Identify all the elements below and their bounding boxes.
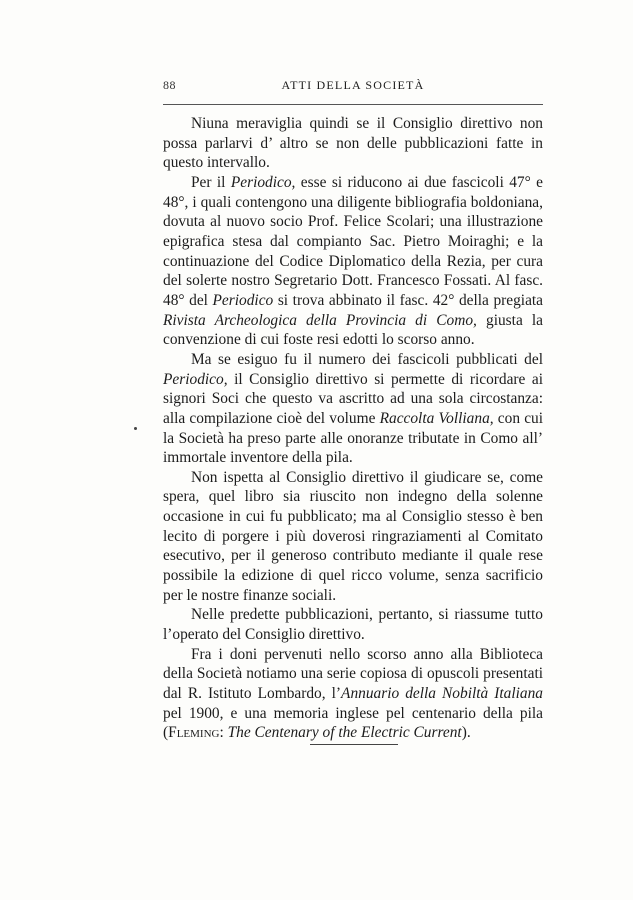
text-run: Fra i doni pervenuti nello scorso anno alla Biblioteca della Società notiamo una serie copiosa di opuscoli presentati dal R. Istituto Lombardo, l’	[163, 645, 543, 703]
text-run: si trova abbinato il fasc. 42° della pregiata	[273, 291, 544, 309]
text-run: pel 1900, e una memoria inglese pel centenario della pila (	[163, 704, 543, 742]
author-name: Fleming	[168, 724, 220, 742]
italic-title: The Centenary of the Electric Current	[227, 724, 462, 742]
text-run: ).	[461, 724, 471, 742]
italic-title: Rivista Archeologica della Provincia di Como,	[163, 311, 477, 329]
italic-title: Annuario della Nobiltà Italiana	[341, 685, 543, 703]
paragraph-2	[163, 173, 543, 350]
italic-title: Periodico,	[230, 173, 296, 191]
paragraph-4: Non ispetta al Consiglio direttivo il giudicare se, come spera, quel libro sia riuscito non indegno della solenne occasione in cui fu pubblicato; ma al Consiglio stesso è ben lecito di porgere i più doverosi ringraziamenti al Comitato esecutivo, per il generoso contributo mediante il quale rese possibile la edizione di quel ricco volume, senza sacrificio per le nostre finanze sociali.	[163, 468, 543, 604]
paragraph-1: Niuna meraviglia quindi se il Consiglio direttivo non possa parlarvi d’ altro se non delle pubblicazioni fatte in questo intervallo.	[163, 115, 543, 172]
page-number: 88	[163, 78, 176, 92]
text-run: con cui la Società ha preso parte alle onoranze tributate in Como all’ immortale inventore della pila.	[163, 409, 543, 467]
running-title: ATTI DELLA SOCIETÀ	[281, 78, 425, 92]
text-run: esse si riducono ai due fascicoli 47° e 48°, i quali contengono una diligente bibliografia boldoniana, dovuta al nuovo socio Prof. Felice Scolari; una illustrazione epigrafica stesa dal compianto Sac. Pietro Moiraghi; e la continuazione del Codice Diplomatico della Rezia, per cura del solerte nostro Segretario Dott. Francesco Fossati. Al fasc. 48° del	[163, 173, 544, 309]
paragraph-3	[163, 350, 543, 468]
page-header	[163, 78, 543, 100]
text-run: :	[219, 724, 228, 742]
header-rule	[163, 104, 543, 105]
text-run: Ma se esiguo fu il numero dei fascicoli pubblicati del	[191, 350, 543, 368]
paragraph-6	[163, 645, 543, 743]
margin-mark	[134, 427, 137, 430]
text-run: Per il	[191, 173, 231, 191]
paragraph-5: Nelle predette pubblicazioni, pertanto, si riassume tutto l’operato del Consiglio direttivo.	[163, 606, 543, 644]
section-end-rule	[310, 744, 398, 745]
text-run: giusta la convenzione di cui foste resi edotti lo scorso anno.	[163, 311, 543, 349]
italic-title: Periodico,	[163, 370, 228, 388]
italic-title: Raccolta Volliana,	[379, 409, 494, 427]
body-text	[163, 114, 543, 743]
text-run: il Consiglio direttivo si permette di ricordare ai signori Soci che questo va ascritto ad una sola circostanza: alla compilazione cioè del volume	[163, 370, 543, 427]
italic-title: Periodico	[212, 291, 274, 309]
